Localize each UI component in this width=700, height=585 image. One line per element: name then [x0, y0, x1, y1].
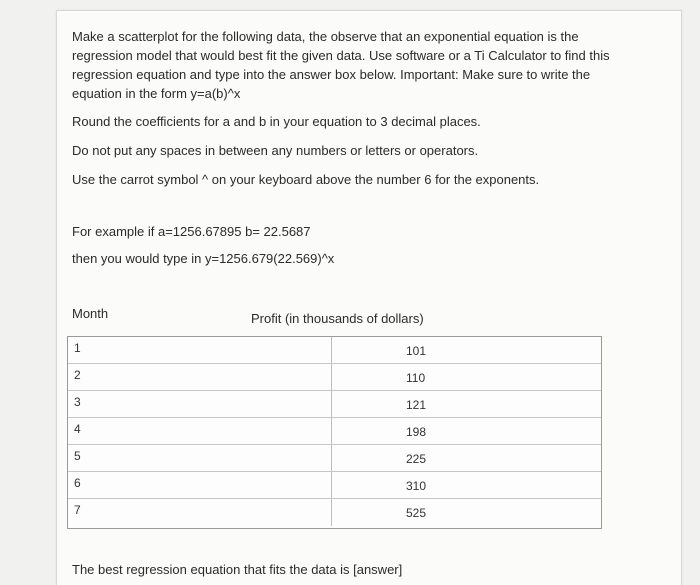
month-cell: 1	[68, 337, 332, 363]
exponent-instruction: Use the carrot symbol ^ on your keyboard above the number 6 for the exponents.	[72, 172, 540, 187]
table-row	[68, 418, 601, 445]
month-cell: 2	[68, 364, 332, 390]
profit-cell: 310	[406, 479, 427, 493]
profit-cell: 198	[406, 425, 427, 439]
profit-cell: 525	[406, 506, 427, 520]
profit-cell: 225	[406, 452, 427, 466]
table-row	[68, 364, 601, 391]
rounding-instruction: Round the coefficients for a and b in your equation to 3 decimal places.	[72, 114, 481, 129]
spacing-instruction: Do not put any spaces in between any numbers or letters or operators.	[72, 143, 479, 158]
table-row	[68, 337, 601, 364]
example-line-1: For example if a=1256.67895 b= 22.5687	[72, 224, 311, 239]
month-cell: 4	[68, 418, 332, 444]
table-row	[68, 445, 601, 472]
table-row	[68, 472, 601, 499]
month-column-header: Month	[72, 306, 109, 321]
instructions-paragraph: Make a scatterplot for the following data, the observe that an exponential equation is the regression model that would best fit the given data. Use software or a Ti Calculator to find this regression equation and type into the answer box below. Important: Make sure to write the equation in the form y=a(b)^x	[72, 29, 610, 101]
profit-cell: 121	[406, 398, 427, 412]
profit-cell: 101	[406, 344, 427, 358]
data-table	[67, 336, 602, 529]
month-cell: 6	[68, 472, 332, 498]
answer-prompt[interactable]: The best regression equation that fits the data is [answer]	[72, 562, 403, 577]
profit-column-header: Profit (in thousands of dollars)	[251, 311, 424, 326]
month-cell: 3	[68, 391, 332, 417]
table-row	[68, 499, 601, 526]
month-cell: 5	[68, 445, 332, 471]
profit-cell: 110	[406, 371, 426, 385]
month-cell: 7	[68, 499, 332, 526]
example-line-2: then you would type in y=1256.679(22.569)^x	[72, 251, 335, 266]
table-row	[68, 391, 601, 418]
